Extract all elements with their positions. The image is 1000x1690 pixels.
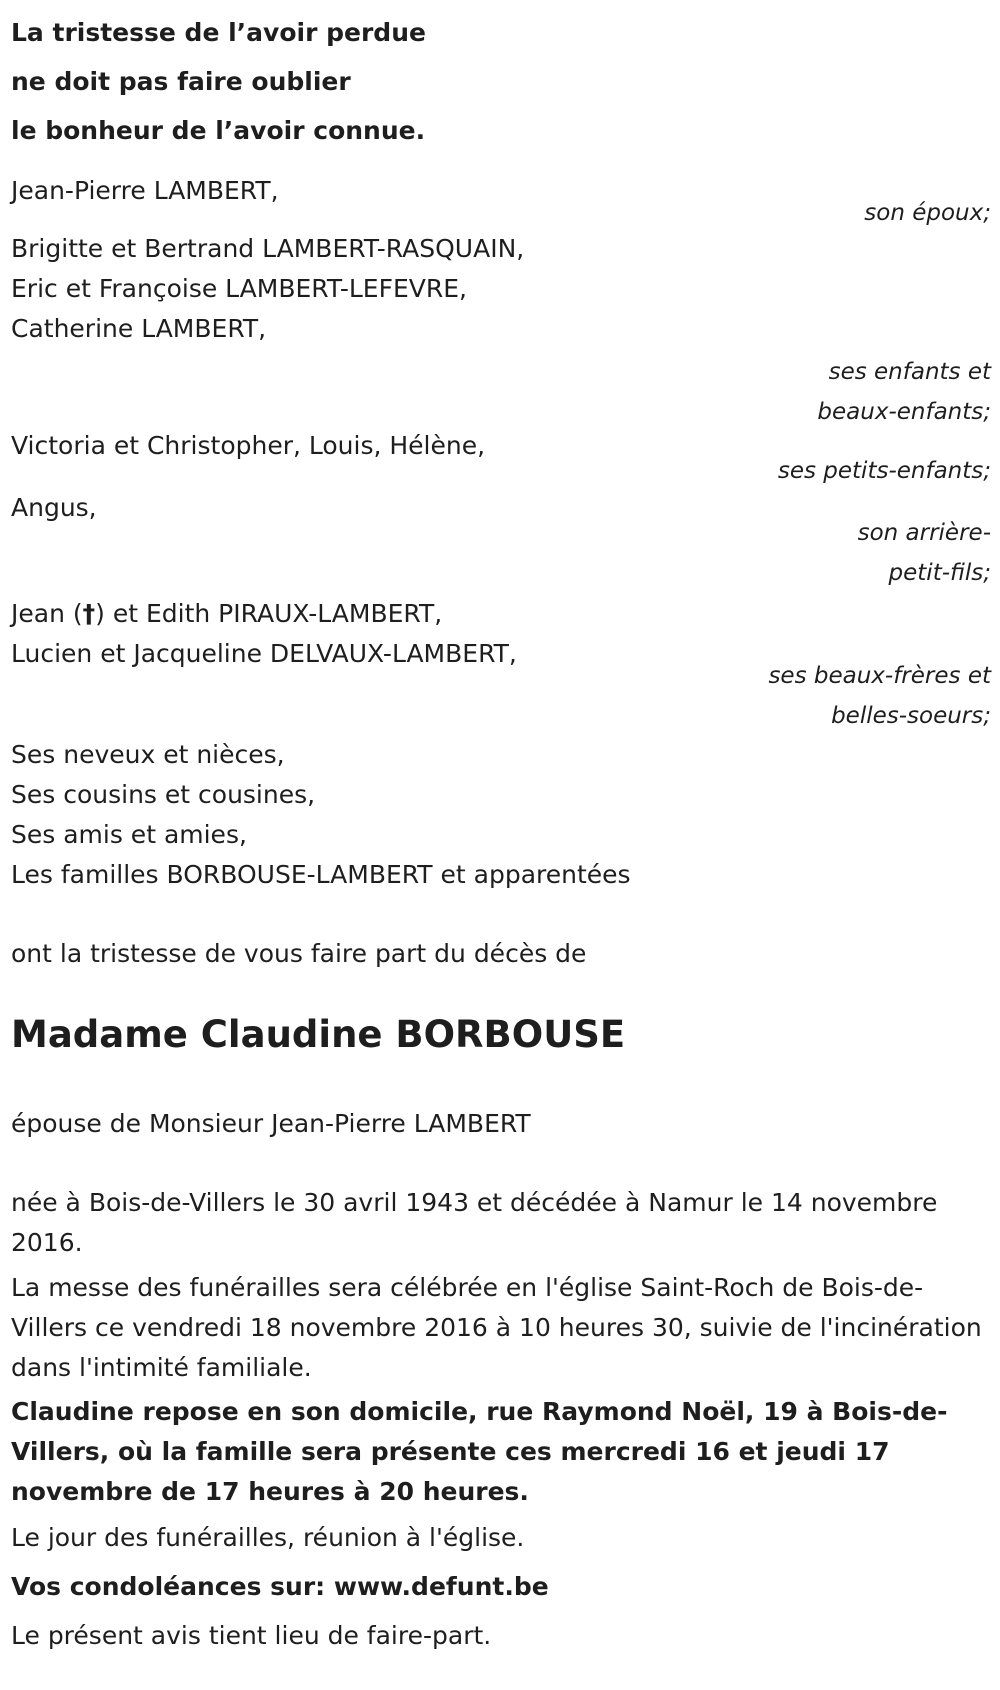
spouse-name: Jean-Pierre LAMBERT, [11,176,279,205]
obituary-notice [11,0,991,1690]
other-relatives-line: Ses amis et amies, [11,820,247,849]
birth-death-text: née à Bois-de-Villers le 30 avril 1943 et décédée à Namur le 14 novembre 2016. [11,1188,938,1257]
great-grandson-relation-line-1: son arrière- [857,520,991,546]
quote-line-1: La tristesse de l’avoir perdue [11,18,426,47]
rests-at-text: Claudine repose en son domicile, rue Raymond Noël, 19 à Bois-de-Villers, où la famille sera présente ces mercredi 16 et jeudi 17 novembre de 17 heures à 20 heures. [11,1397,948,1506]
other-relatives [11,735,631,895]
child-line: Brigitte et Bertrand LAMBERT-RASQUAIN, [11,234,525,263]
spouse-relation [671,193,991,233]
grandchildren-relation-text: ses petits-enfants; [777,458,991,484]
in-laws-names [11,594,517,674]
in-laws-relation [671,656,991,736]
announcement-text: ont la tristesse de vous faire part du décès de [11,939,587,968]
child-line: Catherine LAMBERT, [11,314,267,343]
children-names [11,229,524,349]
condolences-text: Vos condoléances sur: www.defunt.be [11,1572,549,1601]
child-line: Eric et Françoise LAMBERT-LEFEVRE, [11,274,467,303]
grandchildren-names: Victoria et Christopher, Louis, Hélène, [11,431,486,460]
great-grandson-relation [671,513,991,593]
cross-icon: † [82,599,96,628]
in-law-text: Jean ( [11,599,83,628]
opening-quote [11,8,426,155]
meeting-text: Le jour des funérailles, réunion à l'église. [11,1523,525,1552]
in-law-line [11,594,517,634]
children-relation-line-2: beaux-enfants; [817,399,991,425]
closing-text: Le présent avis tient lieu de faire-part. [11,1621,492,1650]
great-grandson-relation-line-2: petit-fils; [888,560,991,586]
children-relation-line-1: ses enfants et [828,359,991,385]
in-laws-relation-line-1: ses beaux-frères et [768,663,991,689]
other-relatives-line: Ses neveux et nièces, [11,740,285,769]
funeral-mass-text: La messe des funérailles sera célébrée en l'église Saint-Roch de Bois-de-Villers ce vendredi 18 novembre 2016 à 10 heures 30, suivie de l'incinération dans l'intimité familiale. [11,1273,982,1382]
children-relation [671,352,991,432]
deceased-name: Madame Claudine BORBOUSE [11,1013,626,1056]
grandchildren-relation [671,451,991,491]
other-relatives-line: Ses cousins et cousines, [11,780,316,809]
spouse-relation-text: son époux; [864,200,991,226]
in-law-text: ) et Edith PIRAUX-LAMBERT, [95,599,443,628]
spouse-of-line: épouse de Monsieur Jean-Pierre LAMBERT [11,1109,531,1138]
great-grandson-name: Angus, [11,493,97,522]
in-law-line: Lucien et Jacqueline DELVAUX-LAMBERT, [11,639,517,668]
in-laws-relation-line-2: belles-soeurs; [831,703,991,729]
quote-line-3: le bonheur de l’avoir connue. [11,116,426,145]
quote-line-2: ne doit pas faire oublier [11,67,351,96]
other-relatives-line: Les familles BORBOUSE-LAMBERT et apparentées [11,860,631,889]
